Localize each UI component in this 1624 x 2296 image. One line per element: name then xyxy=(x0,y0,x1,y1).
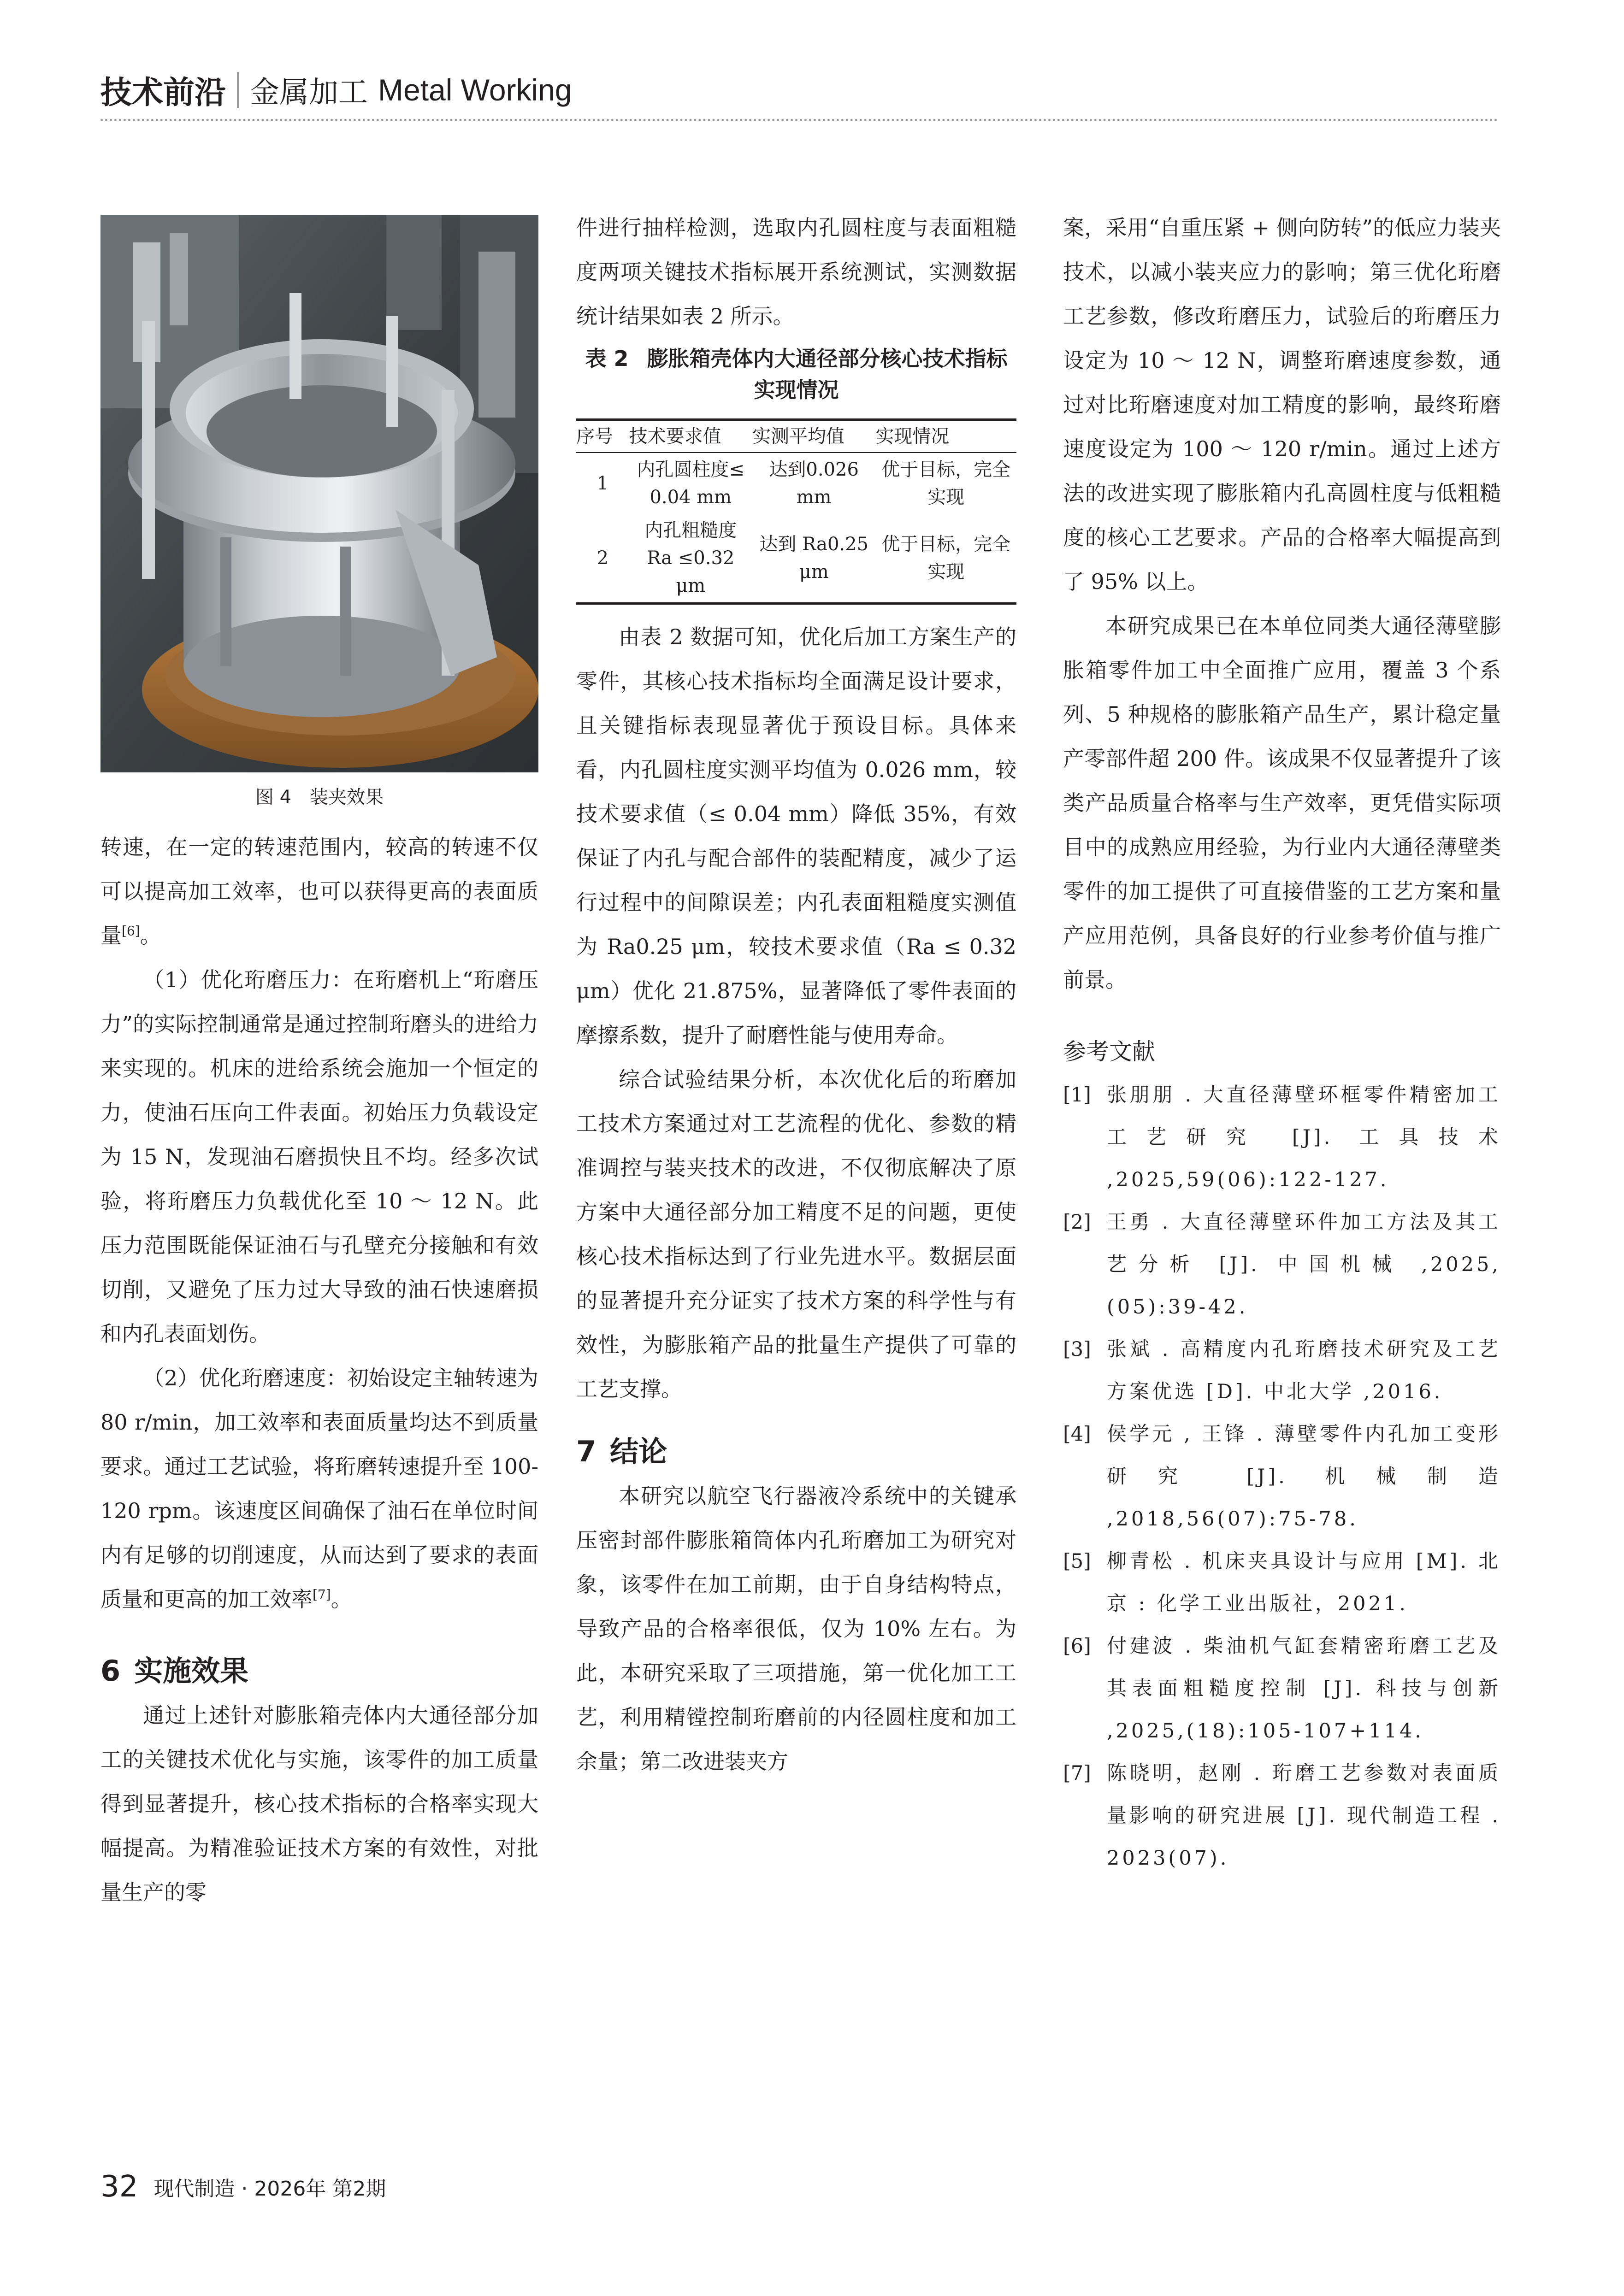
table-cell: 1 xyxy=(596,473,609,494)
table-header-row xyxy=(576,420,1016,453)
reference-item xyxy=(1063,1413,1501,1540)
table-cell: 优于目标，完全实现 xyxy=(875,514,1016,604)
journal-issue: 现代制造 · 2026年 第2期 xyxy=(154,2177,386,2201)
table-title-text: 膨胀箱壳体内大通径部分核心技术指标实现情况 xyxy=(647,346,1008,402)
table-number: 表 2 xyxy=(585,346,629,371)
references-heading: 参考文献 xyxy=(1063,1038,1155,1065)
table-cell: 达到 Ra0.25 μm xyxy=(752,514,875,604)
paragraph-continued: 件进行抽样检测，选取内孔圆柱度与表面粗糙度两项关键技术指标展开系统测试，实测数据统计结果如表 2 所示。 xyxy=(576,215,1016,329)
column-2 xyxy=(576,206,1016,1784)
paragraph: 综合试验结果分析，本次优化后的珩磨加工技术方案通过对工艺流程的优化、参数的精准调控与装夹技术的改进，不仅彻底解决了原方案中大通径部分加工精度不足的问题，更使核心技术指标达到了行业先进水平。数据层面的显著提升充分证实了技术方案的科学性与有效性，为膨胀箱产品的批量生产提供了可靠的工艺支撑。 xyxy=(576,1067,1016,1401)
paragraph: 由表 2 数据可知，优化后加工方案生产的零件，其核心技术指标均全面满足设计要求，且关键指标表现显著优于预设目标。具体来看，内孔圆柱度实测平均值为 0.026 mm，较技术要求值（≤ 0.04 mm）降低 35%，有效保证了内孔与配合部件的装配精度，减少了运行过程中的间隙误差；内孔表面粗糙度实测值为 Ra0.25 μm，较技术要求值（Ra ≤ 0.32 μm）优化 21.875%，显著降低了零件表面的摩擦系数，提升了耐磨性能与使用寿命。 xyxy=(576,624,1016,1048)
reference-number: [5] xyxy=(1063,1550,1091,1573)
table-header-cell: 技术要求值 xyxy=(629,420,752,453)
column-1 xyxy=(100,825,538,1914)
text-run: 转速，在一定的转速范围内，较高的转速不仅可以提高加工效率，也可以获得更高的表面质量 xyxy=(100,835,538,948)
header-separator xyxy=(237,72,239,108)
citation-7: [7] xyxy=(313,1587,331,1602)
paragraph-continued: 案，采用“自重压紧 + 侧向防转”的低应力装夹技术，以减小装夹应力的影响；第三优化珩磨工艺参数，修改珩磨压力，试验后的珩磨压力设定为 10 ～ 12 N，调整珩磨速度参数，通过对比珩磨速度对加工精度的影响，最终珩磨速度设定为 100 ～ 120 r/min。通过上述方法的改进实现了膨胀箱内孔高圆柱度与低粗糙度的核心工艺要求。产品的合格率大幅提高到了 95% 以上。 xyxy=(1063,215,1501,594)
reference-text: 付建波 . 柴油机气缸套精密珩磨工艺及其表面粗糙度控制 [J]. 科技与创新 ,2025,(18):105-107+114. xyxy=(1107,1635,1501,1743)
table-cell: 达到0.026 mm xyxy=(769,459,859,508)
reference-text: 侯学元 , 王锋 . 薄壁零件内孔加工变形研究 [J]. 机械制造 ,2018,56(07):75-78. xyxy=(1107,1423,1501,1531)
reference-text: 柳青松 . 机床夹具设计与应用 [M]. 北京 : 化学工业出版社，2021. xyxy=(1107,1550,1501,1615)
reference-number: [3] xyxy=(1063,1338,1091,1361)
table-header-cell: 序号 xyxy=(576,420,629,453)
reference-text: 张斌 . 高精度内孔珩磨技术研究及工艺方案优选 [D]. 中北大学 ,2016. xyxy=(1107,1338,1501,1403)
text-run: 。 xyxy=(140,923,161,948)
table-cell: 内孔粗糙度 Ra ≤0.32 μm xyxy=(629,514,752,604)
column-3 xyxy=(1063,206,1501,1879)
reference-number: [1] xyxy=(1063,1083,1091,1107)
section-heading-7 xyxy=(576,1430,1016,1474)
section-title: 实施效果 xyxy=(134,1654,249,1688)
table-header-cell: 实现情况 xyxy=(875,420,1016,453)
paragraph: 通过上述针对膨胀箱壳体内大通径部分加工的关键技术优化与实施，该零件的加工质量得到显著提升，核心技术指标的合格率实现大幅提高。为精准验证技术方案的有效性，对批量生产的零 xyxy=(100,1703,538,1905)
paragraph: 本研究以航空飞行器液冷系统中的关键承压密封部件膨胀箱筒体内孔珩磨加工为研究对象，该零件在加工前期，由于自身结构特点，导致产品的合格率很低，仅为 10% 左右。为此，本研究采取了三项措施，第一优化加工工艺，利用精镗控制珩磨前的内径圆柱度和加工余量；第二改进装夹方 xyxy=(576,1484,1016,1774)
table-cell: 2 xyxy=(576,514,629,604)
section-title: 结论 xyxy=(610,1435,667,1468)
reference-text: 陈晓明，赵刚 . 珩磨工艺参数对表面质量影响的研究进展 [J]. 现代制造工程 . 2023(07). xyxy=(1107,1762,1501,1870)
paragraph-honing-pressure: （1）优化珩磨压力：在珩磨机上“珩磨压力”的实际控制通常是通过控制珩磨头的进给力来实现的。机床的进给系统会施加一个恒定的力，使油石压向工件表面。初始压力负载设定为 15 N，发现油石磨损快且不均。经多次试验，将珩磨压力负载优化至 10 ～ 12 N。此压力范围既能保证油石与孔壁充分接触和有效切削，又避免了压力过大导致的油石快速磨损和内孔表面划伤。 xyxy=(100,967,538,1346)
reference-item xyxy=(1063,1540,1501,1625)
reference-number: [7] xyxy=(1063,1762,1091,1785)
section-number: 7 xyxy=(576,1435,596,1468)
category-name-en: Metal Working xyxy=(378,73,572,107)
reference-item xyxy=(1063,1201,1501,1328)
paragraph-honing-speed xyxy=(100,1356,538,1621)
running-header xyxy=(100,65,572,115)
table-title xyxy=(576,343,1016,406)
header-rule xyxy=(100,119,1498,121)
table-cell: 优于目标，完全实现 xyxy=(881,459,1011,508)
page-footer xyxy=(100,2166,386,2208)
table-cell: 内孔圆柱度≤ 0.04 mm xyxy=(637,459,745,508)
reference-item xyxy=(1063,1752,1501,1879)
text-run: 。 xyxy=(331,1587,352,1612)
reference-item xyxy=(1063,1074,1501,1201)
paragraph-continued xyxy=(100,825,538,958)
table-header-cell: 实测平均值 xyxy=(752,420,875,453)
table-2 xyxy=(576,418,1016,605)
page-number: 32 xyxy=(100,2170,138,2204)
text-run: （2）优化珩磨速度：初始设定主轴转速为 80 r/min，加工效率和表面质量均达不到质量要求。通过工艺试验，将珩磨转速提升至 100-120 rpm。该速度区间确保了油石在单位时间内有足够的切削速度，从而达到了要求的表面质量和更高的加工效率 xyxy=(100,1366,538,1612)
section-number: 6 xyxy=(100,1654,121,1688)
table-row xyxy=(576,453,1016,514)
figure-4-photo xyxy=(100,215,538,772)
reference-number: [6] xyxy=(1063,1635,1091,1658)
citation-6: [6] xyxy=(122,923,140,939)
reference-item xyxy=(1063,1328,1501,1413)
references-list xyxy=(1063,1074,1501,1879)
table-row xyxy=(576,514,1016,604)
reference-number: [2] xyxy=(1063,1211,1091,1234)
reference-number: [4] xyxy=(1063,1423,1091,1446)
reference-text: 张朋朋 . 大直径薄壁环框零件精密加工工艺研究 [J]. 工具技术 ,2025,59(06):122-127. xyxy=(1107,1083,1501,1191)
section-heading-6 xyxy=(100,1649,538,1693)
reference-text: 王勇 . 大直径薄壁环件加工方法及其工艺分析 [J]. 中国机械 ,2025,(05):39-42. xyxy=(1107,1211,1501,1319)
figure-caption: 图 4 装夹效果 xyxy=(255,787,384,808)
section-name: 技术前沿 xyxy=(100,74,226,111)
category-name: 金属加工 xyxy=(250,76,368,110)
reference-item xyxy=(1063,1625,1501,1752)
paragraph: 本研究成果已在本单位同类大通径薄壁膨胀箱零件加工中全面推广应用，覆盖 3 个系列、5 种规格的膨胀箱产品生产，累计稳定量产零部件超 200 件。该成果不仅显著提升了该类产品质量合格率与生产效率，更凭借实际项目中的成熟应用经验，为行业内大通径薄壁类零件的加工提供了可直接借鉴的工艺方案和量产应用范例，具备良好的行业参考价值与推广前景。 xyxy=(1063,613,1501,992)
